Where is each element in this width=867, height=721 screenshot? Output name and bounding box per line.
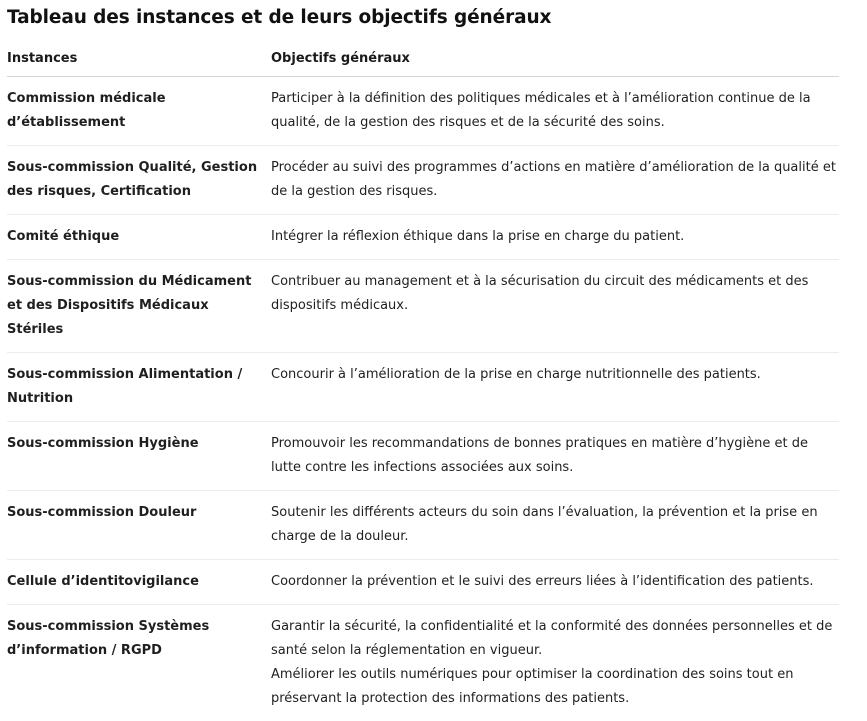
table-row	[7, 353, 839, 422]
objective-text: Concourir à l’amélioration de la prise en charge nutritionnelle des patients.	[271, 363, 839, 387]
objective-text: Participer à la définition des politiques médicales et à l’amélioration continue de la qualité, de la gestion des risques et de la sécurité des soins.	[271, 87, 839, 135]
table-row	[7, 77, 839, 146]
objective-text: Promouvoir les recommandations de bonnes pratiques en matière d’hygiène et de lutte contre les infections associées aux soins.	[271, 432, 839, 480]
column-header-objectifs: Objectifs généraux	[271, 35, 839, 77]
objective-text: Garantir la sécurité, la confidentialité et la conformité des données personnelles et de santé selon la réglementation en vigueur.	[271, 615, 839, 663]
objective-cell	[271, 260, 839, 353]
objective-text: Coordonner la prévention et le suivi des erreurs liées à l’identification des patients.	[271, 570, 839, 594]
objective-cell	[271, 605, 839, 721]
table-row	[7, 215, 839, 260]
instance-cell: Sous-commission du Médicament et des Dispositifs Médicaux Stériles	[7, 260, 271, 353]
table-row	[7, 422, 839, 491]
table-row	[7, 605, 839, 721]
objective-text: Intégrer la réflexion éthique dans la prise en charge du patient.	[271, 225, 839, 249]
objective-cell	[271, 146, 839, 215]
instance-cell: Sous-commission Systèmes d’information / RGPD	[7, 605, 271, 721]
instance-cell: Comité éthique	[7, 215, 271, 260]
objective-cell	[271, 77, 839, 146]
objective-text: Procéder au suivi des programmes d’actions en matière d’amélioration de la qualité et de la gestion des risques.	[271, 156, 839, 204]
page-title: Tableau des instances et de leurs objectifs généraux	[7, 6, 867, 35]
instances-table	[7, 35, 839, 721]
column-header-instances: Instances	[7, 35, 271, 77]
objective-text: Soutenir les différents acteurs du soin dans l’évaluation, la prévention et la prise en charge de la douleur.	[271, 501, 839, 549]
table-row	[7, 260, 839, 353]
instance-cell: Sous-commission Hygiène	[7, 422, 271, 491]
objective-cell	[271, 422, 839, 491]
objective-text: Améliorer les outils numériques pour optimiser la coordination des soins tout en préservant la protection des informations des patients.	[271, 663, 839, 711]
table-row	[7, 560, 839, 605]
objective-cell	[271, 353, 839, 422]
table-row	[7, 146, 839, 215]
instance-cell: Cellule d’identitovigilance	[7, 560, 271, 605]
objective-cell	[271, 215, 839, 260]
instance-cell: Sous-commission Qualité, Gestion des risques, Certification	[7, 146, 271, 215]
instance-cell: Sous-commission Alimentation / Nutrition	[7, 353, 271, 422]
instance-cell: Sous-commission Douleur	[7, 491, 271, 560]
table-header-row	[7, 35, 839, 77]
instance-cell: Commission médicale d’établissement	[7, 77, 271, 146]
objective-cell	[271, 491, 839, 560]
table-row	[7, 491, 839, 560]
objective-text: Contribuer au management et à la sécurisation du circuit des médicaments et des dispositifs médicaux.	[271, 270, 839, 318]
objective-cell	[271, 560, 839, 605]
